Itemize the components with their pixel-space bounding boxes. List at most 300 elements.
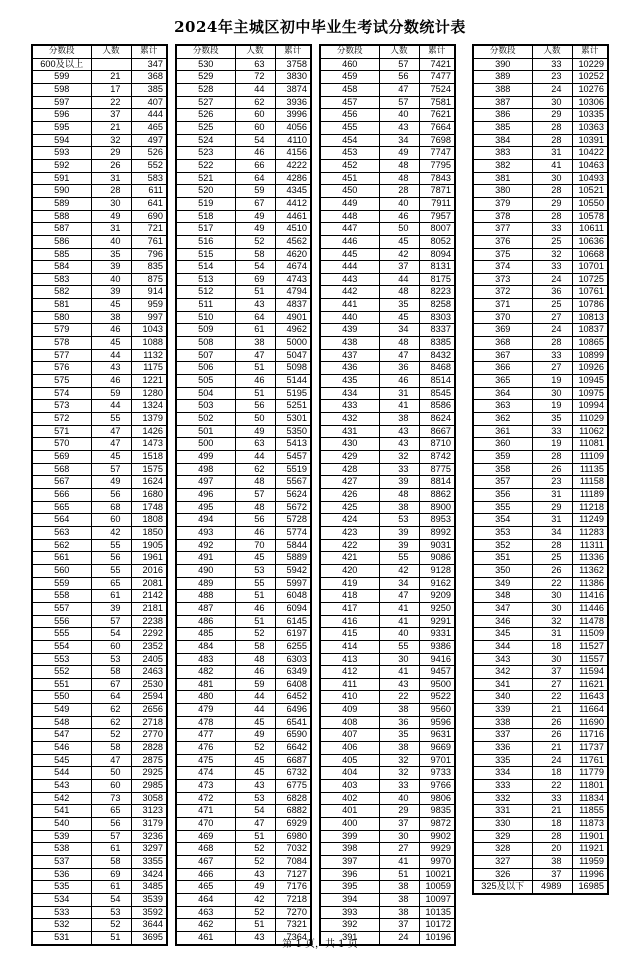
cumulative-cell: 2530 xyxy=(131,678,167,691)
table-row xyxy=(320,413,455,426)
cumulative-cell: 4056 xyxy=(275,121,311,134)
table-row xyxy=(320,349,455,362)
count-cell: 24 xyxy=(532,754,572,767)
score-cell: 458 xyxy=(320,83,379,96)
cumulative-cell: 11283 xyxy=(572,526,608,539)
table-row xyxy=(473,400,608,413)
score-cell: 429 xyxy=(320,451,379,464)
cumulative-cell: 10945 xyxy=(572,375,608,388)
score-cell: 517 xyxy=(176,223,235,236)
score-cell: 329 xyxy=(473,830,532,843)
score-cell: 488 xyxy=(176,590,235,603)
table-row xyxy=(320,716,455,729)
table-row xyxy=(320,906,455,919)
score-cell: 328 xyxy=(473,843,532,856)
score-cell: 503 xyxy=(176,400,235,413)
count-cell: 38 xyxy=(379,742,419,755)
table-header-row xyxy=(176,45,311,58)
count-cell: 49 xyxy=(379,147,419,160)
cumulative-cell: 5519 xyxy=(275,463,311,476)
count-cell: 20 xyxy=(532,843,572,856)
score-cell: 598 xyxy=(32,83,91,96)
cumulative-cell: 11109 xyxy=(572,451,608,464)
cumulative-cell: 5098 xyxy=(275,362,311,375)
score-cell: 421 xyxy=(320,552,379,565)
score-cell: 487 xyxy=(176,602,235,615)
score-cell: 485 xyxy=(176,628,235,641)
count-cell: 43 xyxy=(91,362,131,375)
count-cell: 41 xyxy=(379,856,419,869)
count-cell: 31 xyxy=(379,387,419,400)
count-cell: 58 xyxy=(91,742,131,755)
score-cell: 413 xyxy=(320,653,379,666)
score-cell: 439 xyxy=(320,324,379,337)
count-cell: 57 xyxy=(91,615,131,628)
table-row xyxy=(473,678,608,691)
count-cell: 28 xyxy=(379,185,419,198)
score-cell: 437 xyxy=(320,349,379,362)
count-cell: 53 xyxy=(91,653,131,666)
table-row xyxy=(32,868,167,881)
cumulative-cell: 3236 xyxy=(131,830,167,843)
count-cell: 39 xyxy=(379,476,419,489)
score-cell: 408 xyxy=(320,716,379,729)
cumulative-cell: 8337 xyxy=(419,324,455,337)
score-cell: 557 xyxy=(32,602,91,615)
cumulative-cell: 2016 xyxy=(131,564,167,577)
score-cell: 522 xyxy=(176,159,235,172)
score-cell: 432 xyxy=(320,413,379,426)
count-cell: 47 xyxy=(235,349,275,362)
score-cell: 575 xyxy=(32,375,91,388)
score-cell: 589 xyxy=(32,197,91,210)
score-cell: 424 xyxy=(320,514,379,527)
table-row xyxy=(176,172,311,185)
score-cell: 533 xyxy=(32,906,91,919)
cumulative-cell: 9209 xyxy=(419,590,455,603)
cumulative-cell: 2081 xyxy=(131,577,167,590)
score-cell: 327 xyxy=(473,856,532,869)
count-cell: 62 xyxy=(91,716,131,729)
score-cell: 409 xyxy=(320,704,379,717)
table-row xyxy=(473,425,608,438)
cumulative-cell: 6642 xyxy=(275,742,311,755)
table-row xyxy=(320,311,455,324)
score-cell: 565 xyxy=(32,501,91,514)
count-cell: 57 xyxy=(379,96,419,109)
cumulative-cell: 9457 xyxy=(419,666,455,679)
cumulative-cell: 690 xyxy=(131,210,167,223)
score-cell: 479 xyxy=(176,704,235,717)
cumulative-cell: 8131 xyxy=(419,261,455,274)
table-row xyxy=(176,893,311,906)
table-row xyxy=(473,767,608,780)
score-cell: 456 xyxy=(320,109,379,122)
count-cell: 40 xyxy=(91,273,131,286)
score-cell: 422 xyxy=(320,539,379,552)
cumulative-cell: 7911 xyxy=(419,197,455,210)
cumulative-cell: 10994 xyxy=(572,400,608,413)
count-header: 人数 xyxy=(532,45,572,58)
cumulative-cell: 7957 xyxy=(419,210,455,223)
score-cell: 412 xyxy=(320,666,379,679)
count-cell xyxy=(91,58,131,71)
count-cell: 43 xyxy=(235,868,275,881)
count-cell: 37 xyxy=(532,868,572,881)
score-cell: 556 xyxy=(32,615,91,628)
cumulative-cell: 4156 xyxy=(275,147,311,160)
score-cell: 544 xyxy=(32,767,91,780)
score-cell: 403 xyxy=(320,780,379,793)
count-cell: 62 xyxy=(235,96,275,109)
table-row xyxy=(176,451,311,464)
count-cell: 40 xyxy=(91,235,131,248)
table-row xyxy=(320,615,455,628)
table-row xyxy=(320,273,455,286)
score-cell: 551 xyxy=(32,678,91,691)
cumulative-cell: 3485 xyxy=(131,881,167,894)
count-cell: 34 xyxy=(379,324,419,337)
score-cell: 443 xyxy=(320,273,379,286)
count-cell: 46 xyxy=(235,526,275,539)
table-row xyxy=(320,754,455,767)
count-cell: 42 xyxy=(235,893,275,906)
table-row xyxy=(320,248,455,261)
score-cell: 531 xyxy=(32,931,91,944)
score-cell: 545 xyxy=(32,754,91,767)
score-cell: 356 xyxy=(473,488,532,501)
score-cell: 401 xyxy=(320,805,379,818)
cumulative-cell: 368 xyxy=(131,71,167,84)
count-cell: 61 xyxy=(91,590,131,603)
count-cell: 64 xyxy=(235,311,275,324)
score-cell: 454 xyxy=(320,134,379,147)
score-cell: 529 xyxy=(176,71,235,84)
cumulative-cell: 9162 xyxy=(419,577,455,590)
cumulative-cell: 1426 xyxy=(131,425,167,438)
cumulative-cell: 10097 xyxy=(419,893,455,906)
cumulative-cell: 9031 xyxy=(419,539,455,552)
score-cell: 415 xyxy=(320,628,379,641)
table-row xyxy=(473,286,608,299)
cumulative-cell: 6828 xyxy=(275,792,311,805)
count-cell: 60 xyxy=(91,640,131,653)
table-row xyxy=(473,526,608,539)
cumulative-cell: 6197 xyxy=(275,628,311,641)
count-cell: 21 xyxy=(91,121,131,134)
count-cell: 46 xyxy=(379,210,419,223)
table-row xyxy=(32,729,167,742)
score-cell: 370 xyxy=(473,311,532,324)
count-cell: 54 xyxy=(235,261,275,274)
count-cell: 43 xyxy=(235,780,275,793)
table-row xyxy=(320,134,455,147)
count-cell: 45 xyxy=(379,311,419,324)
score-cell: 366 xyxy=(473,362,532,375)
score-cell: 558 xyxy=(32,590,91,603)
table-row xyxy=(176,438,311,451)
table-row xyxy=(32,96,167,109)
cumulative-cell: 10521 xyxy=(572,185,608,198)
table-row xyxy=(320,261,455,274)
score-cell: 452 xyxy=(320,159,379,172)
score-cell: 331 xyxy=(473,805,532,818)
cumulative-cell: 10229 xyxy=(572,58,608,71)
cumulative-cell: 11643 xyxy=(572,691,608,704)
count-cell: 36 xyxy=(379,362,419,375)
score-cell: 554 xyxy=(32,640,91,653)
score-cell: 387 xyxy=(473,96,532,109)
cumulative-cell: 4962 xyxy=(275,324,311,337)
score-cell: 600及以上 xyxy=(32,58,91,71)
score-cell: 436 xyxy=(320,362,379,375)
count-cell: 45 xyxy=(235,754,275,767)
cumulative-cell: 6094 xyxy=(275,602,311,615)
count-cell: 51 xyxy=(379,868,419,881)
table-row xyxy=(32,564,167,577)
cumulative-cell: 10975 xyxy=(572,387,608,400)
score-cell: 564 xyxy=(32,514,91,527)
cumulative-cell: 11386 xyxy=(572,577,608,590)
count-cell: 31 xyxy=(532,514,572,527)
table-row xyxy=(473,362,608,375)
count-cell: 44 xyxy=(91,400,131,413)
table-row xyxy=(473,273,608,286)
count-cell: 30 xyxy=(379,653,419,666)
cumulative-cell: 11416 xyxy=(572,590,608,603)
count-cell: 56 xyxy=(91,818,131,831)
cumulative-cell: 2718 xyxy=(131,716,167,729)
count-cell: 43 xyxy=(379,438,419,451)
table-row xyxy=(473,691,608,704)
cumulative-cell: 4110 xyxy=(275,134,311,147)
score-cell: 478 xyxy=(176,716,235,729)
count-cell: 60 xyxy=(91,514,131,527)
score-cell: 396 xyxy=(320,868,379,881)
count-cell: 64 xyxy=(235,172,275,185)
table-row xyxy=(176,197,311,210)
score-cell: 568 xyxy=(32,463,91,476)
table-row xyxy=(320,337,455,350)
count-cell: 32 xyxy=(379,767,419,780)
table-row xyxy=(320,71,455,84)
count-cell: 41 xyxy=(379,615,419,628)
cumulative-cell: 583 xyxy=(131,172,167,185)
table-row xyxy=(473,438,608,451)
cumulative-cell: 8992 xyxy=(419,526,455,539)
table-row xyxy=(32,653,167,666)
table-row xyxy=(176,526,311,539)
cumulative-cell: 11081 xyxy=(572,438,608,451)
cumulative-cell: 9128 xyxy=(419,564,455,577)
score-cell: 474 xyxy=(176,767,235,780)
cumulative-header: 累计 xyxy=(572,45,608,58)
score-cell: 486 xyxy=(176,615,235,628)
cumulative-cell: 7477 xyxy=(419,71,455,84)
cumulative-cell: 11135 xyxy=(572,463,608,476)
count-cell: 21 xyxy=(532,742,572,755)
count-cell: 54 xyxy=(235,134,275,147)
score-cell: 490 xyxy=(176,564,235,577)
table-row xyxy=(176,868,311,881)
count-cell: 24 xyxy=(379,931,419,944)
count-cell: 38 xyxy=(379,881,419,894)
cumulative-cell: 11062 xyxy=(572,425,608,438)
table-row xyxy=(176,223,311,236)
score-cell: 364 xyxy=(473,387,532,400)
table-row xyxy=(32,261,167,274)
table-row xyxy=(320,843,455,856)
cumulative-cell: 2828 xyxy=(131,742,167,755)
count-cell: 52 xyxy=(235,235,275,248)
table-row xyxy=(176,58,311,71)
table-row xyxy=(473,299,608,312)
table-row xyxy=(32,375,167,388)
cumulative-cell: 5457 xyxy=(275,451,311,464)
cumulative-cell: 7321 xyxy=(275,919,311,932)
score-cell: 440 xyxy=(320,311,379,324)
cumulative-cell: 2405 xyxy=(131,653,167,666)
table-row xyxy=(473,134,608,147)
cumulative-cell: 1680 xyxy=(131,488,167,501)
table-row xyxy=(32,349,167,362)
cumulative-cell: 611 xyxy=(131,185,167,198)
table-row xyxy=(32,628,167,641)
cumulative-cell: 9416 xyxy=(419,653,455,666)
table-row xyxy=(320,818,455,831)
score-cell: 543 xyxy=(32,780,91,793)
table-row xyxy=(320,501,455,514)
score-cell: 381 xyxy=(473,172,532,185)
score-cell: 591 xyxy=(32,172,91,185)
cumulative-cell: 10668 xyxy=(572,248,608,261)
cumulative-cell: 9596 xyxy=(419,716,455,729)
table-row xyxy=(320,564,455,577)
cumulative-cell: 11621 xyxy=(572,678,608,691)
score-cell: 338 xyxy=(473,716,532,729)
count-cell: 50 xyxy=(379,223,419,236)
score-cell: 467 xyxy=(176,856,235,869)
cumulative-cell: 10725 xyxy=(572,273,608,286)
cumulative-cell: 10493 xyxy=(572,172,608,185)
table-row xyxy=(32,58,167,71)
table-row xyxy=(176,754,311,767)
score-cell: 594 xyxy=(32,134,91,147)
table-row xyxy=(176,387,311,400)
table-row xyxy=(176,564,311,577)
count-cell: 49 xyxy=(91,476,131,489)
cumulative-cell: 5301 xyxy=(275,413,311,426)
table-row xyxy=(320,830,455,843)
count-cell: 58 xyxy=(91,666,131,679)
count-cell: 22 xyxy=(532,577,572,590)
count-cell: 39 xyxy=(379,526,419,539)
count-cell: 55 xyxy=(235,577,275,590)
count-cell: 51 xyxy=(235,362,275,375)
count-cell: 54 xyxy=(235,805,275,818)
count-cell: 38 xyxy=(379,501,419,514)
table-row xyxy=(473,324,608,337)
score-cell: 588 xyxy=(32,210,91,223)
count-cell: 37 xyxy=(532,666,572,679)
score-cell: 371 xyxy=(473,299,532,312)
cumulative-cell: 8468 xyxy=(419,362,455,375)
score-cell: 507 xyxy=(176,349,235,362)
count-cell: 24 xyxy=(532,273,572,286)
count-cell: 45 xyxy=(235,552,275,565)
table-row xyxy=(32,223,167,236)
table-row xyxy=(32,299,167,312)
cumulative-cell: 3123 xyxy=(131,805,167,818)
score-cell: 378 xyxy=(473,210,532,223)
table-row xyxy=(176,602,311,615)
table-row xyxy=(176,349,311,362)
score-cell: 510 xyxy=(176,311,235,324)
table-row xyxy=(176,159,311,172)
score-cell: 425 xyxy=(320,501,379,514)
table-row xyxy=(320,856,455,869)
count-cell: 65 xyxy=(91,577,131,590)
count-cell: 33 xyxy=(532,349,572,362)
cumulative-cell: 4412 xyxy=(275,197,311,210)
cumulative-cell: 3297 xyxy=(131,843,167,856)
count-cell: 47 xyxy=(91,438,131,451)
count-cell: 31 xyxy=(532,488,572,501)
cumulative-cell: 1473 xyxy=(131,438,167,451)
table-row xyxy=(473,210,608,223)
table-row xyxy=(473,830,608,843)
score-cell: 332 xyxy=(473,792,532,805)
count-cell: 33 xyxy=(532,58,572,71)
score-cell: 466 xyxy=(176,868,235,881)
score-cell: 523 xyxy=(176,147,235,160)
score-cell: 361 xyxy=(473,425,532,438)
count-cell: 45 xyxy=(91,337,131,350)
count-cell: 28 xyxy=(532,451,572,464)
count-cell: 40 xyxy=(379,792,419,805)
table-header-row xyxy=(473,45,608,58)
count-cell: 28 xyxy=(532,210,572,223)
table-row xyxy=(176,501,311,514)
table-row xyxy=(176,716,311,729)
table-row xyxy=(473,121,608,134)
table-row xyxy=(32,197,167,210)
table-row xyxy=(176,704,311,717)
count-cell: 49 xyxy=(235,881,275,894)
cumulative-cell: 8258 xyxy=(419,299,455,312)
score-cell: 363 xyxy=(473,400,532,413)
table-row xyxy=(176,881,311,894)
cumulative-cell: 11594 xyxy=(572,666,608,679)
cumulative-cell: 9386 xyxy=(419,640,455,653)
table-row xyxy=(32,362,167,375)
cumulative-cell: 10813 xyxy=(572,311,608,324)
count-cell: 18 xyxy=(532,767,572,780)
score-cell: 482 xyxy=(176,666,235,679)
score-cell: 498 xyxy=(176,463,235,476)
cumulative-cell: 11779 xyxy=(572,767,608,780)
table-row xyxy=(473,71,608,84)
count-cell: 61 xyxy=(91,881,131,894)
score-cell: 541 xyxy=(32,805,91,818)
table-row xyxy=(320,299,455,312)
score-cell: 515 xyxy=(176,248,235,261)
cumulative-cell: 9291 xyxy=(419,615,455,628)
table-row xyxy=(32,185,167,198)
count-cell: 41 xyxy=(379,400,419,413)
cumulative-cell: 9872 xyxy=(419,818,455,831)
count-cell: 62 xyxy=(235,463,275,476)
